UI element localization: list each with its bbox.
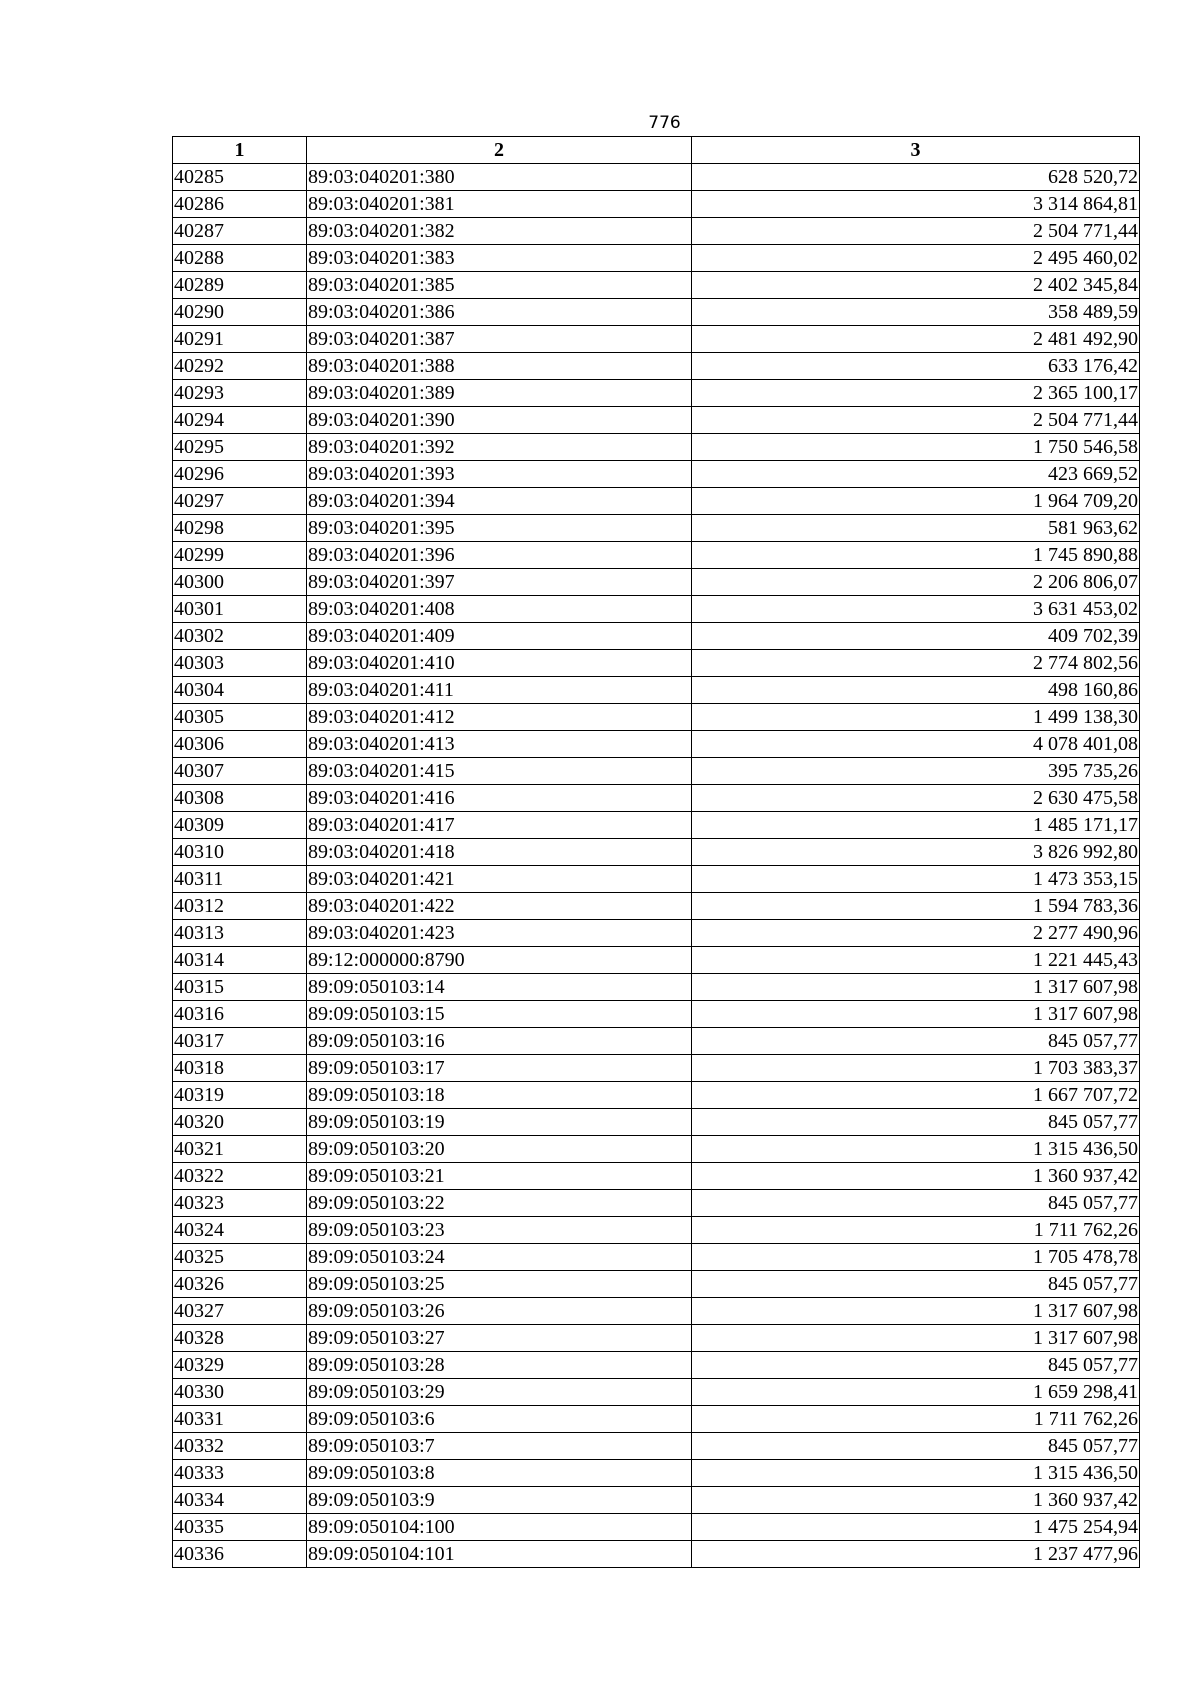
table-row [173, 812, 1140, 839]
value-cell: 845 057,77 [692, 1109, 1140, 1136]
data-table [172, 136, 1140, 1568]
cadastral-number-cell: 89:09:050103:26 [307, 1298, 692, 1325]
column-header-3: 3 [692, 137, 1140, 164]
cadastral-number-cell: 89:03:040201:418 [307, 839, 692, 866]
row-number-cell: 40325 [173, 1244, 307, 1271]
table-row [173, 245, 1140, 272]
row-number-cell: 40288 [173, 245, 307, 272]
cadastral-number-cell: 89:09:050103:29 [307, 1379, 692, 1406]
value-cell: 1 705 478,78 [692, 1244, 1140, 1271]
row-number-cell: 40287 [173, 218, 307, 245]
value-cell: 2 504 771,44 [692, 218, 1140, 245]
cadastral-number-cell: 89:03:040201:382 [307, 218, 692, 245]
table-row [173, 677, 1140, 704]
cadastral-number-cell: 89:09:050103:28 [307, 1352, 692, 1379]
value-cell: 1 499 138,30 [692, 704, 1140, 731]
cadastral-number-cell: 89:03:040201:388 [307, 353, 692, 380]
row-number-cell: 40334 [173, 1487, 307, 1514]
table-row [173, 1217, 1140, 1244]
value-cell: 1 315 436,50 [692, 1460, 1140, 1487]
table-row [173, 1244, 1140, 1271]
value-cell: 2 630 475,58 [692, 785, 1140, 812]
cadastral-number-cell: 89:09:050103:24 [307, 1244, 692, 1271]
value-cell: 845 057,77 [692, 1352, 1140, 1379]
cadastral-number-cell: 89:12:000000:8790 [307, 947, 692, 974]
cadastral-number-cell: 89:09:050103:27 [307, 1325, 692, 1352]
cadastral-number-cell: 89:09:050103:8 [307, 1460, 692, 1487]
table-row [173, 893, 1140, 920]
cadastral-number-cell: 89:09:050104:100 [307, 1514, 692, 1541]
row-number-cell: 40286 [173, 191, 307, 218]
cadastral-number-cell: 89:03:040201:383 [307, 245, 692, 272]
table-row [173, 191, 1140, 218]
cadastral-number-cell: 89:09:050103:25 [307, 1271, 692, 1298]
cadastral-number-cell: 89:09:050103:17 [307, 1055, 692, 1082]
row-number-cell: 40309 [173, 812, 307, 839]
cadastral-number-cell: 89:03:040201:416 [307, 785, 692, 812]
row-number-cell: 40308 [173, 785, 307, 812]
table-row [173, 596, 1140, 623]
value-cell: 1 317 607,98 [692, 974, 1140, 1001]
row-number-cell: 40314 [173, 947, 307, 974]
row-number-cell: 40321 [173, 1136, 307, 1163]
table-row [173, 1325, 1140, 1352]
table-row [173, 1082, 1140, 1109]
table-row [173, 1514, 1140, 1541]
value-cell: 845 057,77 [692, 1433, 1140, 1460]
table-row [173, 704, 1140, 731]
table-row [173, 785, 1140, 812]
value-cell: 1 360 937,42 [692, 1163, 1140, 1190]
table-row [173, 920, 1140, 947]
value-cell: 1 485 171,17 [692, 812, 1140, 839]
cadastral-number-cell: 89:09:050103:15 [307, 1001, 692, 1028]
cadastral-number-cell: 89:09:050103:7 [307, 1433, 692, 1460]
value-cell: 409 702,39 [692, 623, 1140, 650]
table-row [173, 488, 1140, 515]
cadastral-number-cell: 89:03:040201:381 [307, 191, 692, 218]
row-number-cell: 40293 [173, 380, 307, 407]
cadastral-number-cell: 89:03:040201:393 [307, 461, 692, 488]
row-number-cell: 40333 [173, 1460, 307, 1487]
row-number-cell: 40330 [173, 1379, 307, 1406]
table-row [173, 1406, 1140, 1433]
table-row [173, 461, 1140, 488]
value-cell: 628 520,72 [692, 164, 1140, 191]
table-row [173, 1190, 1140, 1217]
row-number-cell: 40291 [173, 326, 307, 353]
table-row [173, 1136, 1140, 1163]
table-row [173, 947, 1140, 974]
table-row [173, 866, 1140, 893]
row-number-cell: 40335 [173, 1514, 307, 1541]
value-cell: 2 774 802,56 [692, 650, 1140, 677]
table-row [173, 164, 1140, 191]
value-cell: 2 481 492,90 [692, 326, 1140, 353]
table-body [173, 164, 1140, 1568]
table-row [173, 1055, 1140, 1082]
value-cell: 1 703 383,37 [692, 1055, 1140, 1082]
cadastral-number-cell: 89:03:040201:409 [307, 623, 692, 650]
row-number-cell: 40332 [173, 1433, 307, 1460]
row-number-cell: 40322 [173, 1163, 307, 1190]
value-cell: 1 237 477,96 [692, 1541, 1140, 1568]
table-row [173, 434, 1140, 461]
table-row [173, 650, 1140, 677]
table-row [173, 569, 1140, 596]
cadastral-number-cell: 89:03:040201:413 [307, 731, 692, 758]
value-cell: 1 745 890,88 [692, 542, 1140, 569]
row-number-cell: 40317 [173, 1028, 307, 1055]
row-number-cell: 40299 [173, 542, 307, 569]
value-cell: 2 402 345,84 [692, 272, 1140, 299]
page-number: 776 [648, 113, 681, 133]
header-row [173, 137, 1140, 164]
value-cell: 358 489,59 [692, 299, 1140, 326]
cadastral-number-cell: 89:03:040201:389 [307, 380, 692, 407]
value-cell: 1 711 762,26 [692, 1406, 1140, 1433]
value-cell: 1 475 254,94 [692, 1514, 1140, 1541]
value-cell: 1 317 607,98 [692, 1001, 1140, 1028]
row-number-cell: 40306 [173, 731, 307, 758]
table-row [173, 1028, 1140, 1055]
cadastral-number-cell: 89:09:050103:9 [307, 1487, 692, 1514]
cadastral-number-cell: 89:03:040201:386 [307, 299, 692, 326]
value-cell: 1 594 783,36 [692, 893, 1140, 920]
row-number-cell: 40294 [173, 407, 307, 434]
value-cell: 2 365 100,17 [692, 380, 1140, 407]
row-number-cell: 40320 [173, 1109, 307, 1136]
table-row [173, 1271, 1140, 1298]
value-cell: 395 735,26 [692, 758, 1140, 785]
row-number-cell: 40303 [173, 650, 307, 677]
cadastral-number-cell: 89:03:040201:392 [307, 434, 692, 461]
table-row [173, 839, 1140, 866]
table-row [173, 1109, 1140, 1136]
cadastral-number-cell: 89:03:040201:411 [307, 677, 692, 704]
cadastral-number-cell: 89:03:040201:412 [307, 704, 692, 731]
row-number-cell: 40327 [173, 1298, 307, 1325]
value-cell: 2 495 460,02 [692, 245, 1140, 272]
column-header-1: 1 [173, 137, 307, 164]
row-number-cell: 40323 [173, 1190, 307, 1217]
row-number-cell: 40316 [173, 1001, 307, 1028]
table-row [173, 1433, 1140, 1460]
row-number-cell: 40300 [173, 569, 307, 596]
cadastral-number-cell: 89:09:050103:18 [307, 1082, 692, 1109]
row-number-cell: 40298 [173, 515, 307, 542]
cadastral-number-cell: 89:03:040201:423 [307, 920, 692, 947]
value-cell: 3 314 864,81 [692, 191, 1140, 218]
value-cell: 633 176,42 [692, 353, 1140, 380]
row-number-cell: 40326 [173, 1271, 307, 1298]
row-number-cell: 40318 [173, 1055, 307, 1082]
value-cell: 2 206 806,07 [692, 569, 1140, 596]
table-row [173, 974, 1140, 1001]
value-cell: 498 160,86 [692, 677, 1140, 704]
cadastral-number-cell: 89:09:050103:19 [307, 1109, 692, 1136]
table-row [173, 299, 1140, 326]
table-row [173, 326, 1140, 353]
cadastral-number-cell: 89:09:050103:22 [307, 1190, 692, 1217]
row-number-cell: 40296 [173, 461, 307, 488]
value-cell: 2 277 490,96 [692, 920, 1140, 947]
value-cell: 1 317 607,98 [692, 1298, 1140, 1325]
table-row [173, 758, 1140, 785]
cadastral-number-cell: 89:03:040201:396 [307, 542, 692, 569]
cadastral-number-cell: 89:03:040201:410 [307, 650, 692, 677]
table-row [173, 542, 1140, 569]
row-number-cell: 40319 [173, 1082, 307, 1109]
row-number-cell: 40315 [173, 974, 307, 1001]
value-cell: 4 078 401,08 [692, 731, 1140, 758]
table-row [173, 1352, 1140, 1379]
row-number-cell: 40331 [173, 1406, 307, 1433]
table-row [173, 1460, 1140, 1487]
cadastral-number-cell: 89:03:040201:422 [307, 893, 692, 920]
row-number-cell: 40290 [173, 299, 307, 326]
value-cell: 1 360 937,42 [692, 1487, 1140, 1514]
table-row [173, 1379, 1140, 1406]
table-header [173, 137, 1140, 164]
table-row [173, 515, 1140, 542]
cadastral-number-cell: 89:03:040201:408 [307, 596, 692, 623]
value-cell: 3 826 992,80 [692, 839, 1140, 866]
value-cell: 581 963,62 [692, 515, 1140, 542]
row-number-cell: 40285 [173, 164, 307, 191]
cadastral-number-cell: 89:03:040201:385 [307, 272, 692, 299]
table-row [173, 1541, 1140, 1568]
row-number-cell: 40302 [173, 623, 307, 650]
row-number-cell: 40336 [173, 1541, 307, 1568]
cadastral-number-cell: 89:09:050103:14 [307, 974, 692, 1001]
cadastral-number-cell: 89:03:040201:394 [307, 488, 692, 515]
column-header-2: 2 [307, 137, 692, 164]
row-number-cell: 40289 [173, 272, 307, 299]
value-cell: 1 964 709,20 [692, 488, 1140, 515]
value-cell: 845 057,77 [692, 1190, 1140, 1217]
cadastral-number-cell: 89:03:040201:390 [307, 407, 692, 434]
cadastral-number-cell: 89:09:050103:16 [307, 1028, 692, 1055]
cadastral-number-cell: 89:03:040201:417 [307, 812, 692, 839]
cadastral-number-cell: 89:03:040201:387 [307, 326, 692, 353]
cadastral-number-cell: 89:09:050103:23 [307, 1217, 692, 1244]
value-cell: 3 631 453,02 [692, 596, 1140, 623]
value-cell: 1 473 353,15 [692, 866, 1140, 893]
value-cell: 2 504 771,44 [692, 407, 1140, 434]
cadastral-number-cell: 89:03:040201:395 [307, 515, 692, 542]
cadastral-number-cell: 89:03:040201:397 [307, 569, 692, 596]
row-number-cell: 40324 [173, 1217, 307, 1244]
row-number-cell: 40328 [173, 1325, 307, 1352]
row-number-cell: 40295 [173, 434, 307, 461]
value-cell: 1 317 607,98 [692, 1325, 1140, 1352]
value-cell: 845 057,77 [692, 1271, 1140, 1298]
row-number-cell: 40310 [173, 839, 307, 866]
cadastral-number-cell: 89:09:050104:101 [307, 1541, 692, 1568]
cadastral-number-cell: 89:09:050103:21 [307, 1163, 692, 1190]
cadastral-number-cell: 89:09:050103:6 [307, 1406, 692, 1433]
table-row [173, 407, 1140, 434]
cadastral-number-cell: 89:09:050103:20 [307, 1136, 692, 1163]
value-cell: 1 711 762,26 [692, 1217, 1140, 1244]
value-cell: 1 659 298,41 [692, 1379, 1140, 1406]
row-number-cell: 40329 [173, 1352, 307, 1379]
row-number-cell: 40311 [173, 866, 307, 893]
row-number-cell: 40292 [173, 353, 307, 380]
table-row [173, 1487, 1140, 1514]
value-cell: 1 667 707,72 [692, 1082, 1140, 1109]
table-row [173, 1001, 1140, 1028]
value-cell: 1 221 445,43 [692, 947, 1140, 974]
cadastral-number-cell: 89:03:040201:421 [307, 866, 692, 893]
row-number-cell: 40313 [173, 920, 307, 947]
value-cell: 1 315 436,50 [692, 1136, 1140, 1163]
table-row [173, 218, 1140, 245]
row-number-cell: 40297 [173, 488, 307, 515]
table-row [173, 380, 1140, 407]
row-number-cell: 40305 [173, 704, 307, 731]
value-cell: 845 057,77 [692, 1028, 1140, 1055]
row-number-cell: 40307 [173, 758, 307, 785]
table-row [173, 272, 1140, 299]
table-row [173, 353, 1140, 380]
table-row [173, 731, 1140, 758]
value-cell: 1 750 546,58 [692, 434, 1140, 461]
table-row [173, 1298, 1140, 1325]
table-row [173, 1163, 1140, 1190]
row-number-cell: 40301 [173, 596, 307, 623]
row-number-cell: 40304 [173, 677, 307, 704]
row-number-cell: 40312 [173, 893, 307, 920]
table-row [173, 623, 1140, 650]
value-cell: 423 669,52 [692, 461, 1140, 488]
cadastral-number-cell: 89:03:040201:380 [307, 164, 692, 191]
cadastral-number-cell: 89:03:040201:415 [307, 758, 692, 785]
